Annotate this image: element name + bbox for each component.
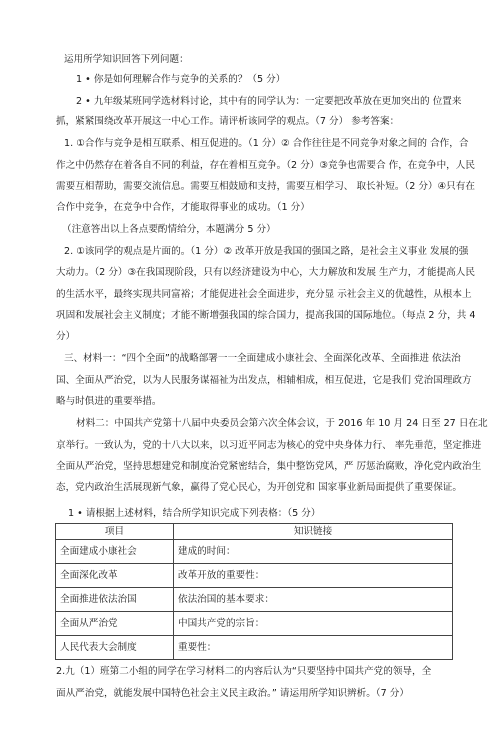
material-1-cont-b: 略与时俱进的重要举措。 — [56, 396, 162, 407]
material-1-cont-a: 国、全面从严治党，以为人民服务谋福祉为出发点，相辅相成，相互促进，它是我们 党治国理政方 — [56, 375, 472, 386]
table-header: 项目 — [56, 524, 174, 540]
knowledge-table — [55, 523, 453, 660]
table-row — [56, 612, 453, 636]
table-cell-link: 重要性： — [174, 636, 453, 660]
intro-line: 运用所学知识回答下列问题： — [64, 54, 189, 65]
table-cell-link: 中国共产党的宗旨： — [174, 612, 453, 636]
answer-2-cont-b: 的生活水平，最终实现共同富裕；才能促进社会全面进步，充分显 示社会主义的优越性，从根本上 — [56, 289, 472, 300]
question-3-cont: 面从严治党，就能发展中国特色社会主义民主政治。” 请运用所学知识辨析。（7 分） — [56, 688, 409, 699]
table-row — [56, 636, 453, 660]
table-cell-item: 全面从严治党 — [56, 612, 174, 636]
table-cell-link: 依法治国的基本要求： — [174, 588, 453, 612]
scoring-note: （注意答出以上各点要酌情给分，本题满分 5 分） — [62, 224, 276, 235]
table-cell-link: 改革开放的重要性： — [174, 564, 453, 588]
answer-1: 1. ①合作与竞争是相互联系、相互促进的。（1 分）② 合作往往是不同竞争对象之间的 合作，合 — [64, 138, 469, 149]
table-row — [56, 588, 453, 612]
material-2-cont-a: 京举行。一致认为，党的十八大以来，以习近平同志为核心的党中央身体力行、 率先垂范，坚定推进 — [56, 440, 482, 451]
answer-2: 2. ①该同学的观点是片面的。（1 分）② 改革开放是我国的强国之路，是社会主义事业 发展的强 — [64, 246, 469, 257]
table-cell-item: 人民代表大会制度 — [56, 636, 174, 660]
table-header-row — [56, 524, 453, 540]
table-row — [56, 564, 453, 588]
answer-2-cont-d: 分） — [56, 331, 76, 342]
question-2: 2 • 九年级某班同学选材料讨论，其中有的同学认为：一定要把改革放在更加突出的 位置来 — [76, 96, 462, 107]
table-cell-item: 全面深化改革 — [56, 564, 174, 588]
table-row — [56, 540, 453, 564]
table-cell-item: 全面推进依法治国 — [56, 588, 174, 612]
table-cell-link: 建成的时间： — [174, 540, 453, 564]
answer-1-cont-a: 作之中仍然存在着各自不同的利益，存在着相互竞争。（2 分）③竞争也需要合 作，在竞争中，人民 — [56, 160, 475, 171]
material-2-cont-b: 全面从严治党，坚持思想建党和制度治党紧密结合，集中整饬党风，严 厉惩治腐败，净化党内政治生 — [56, 461, 482, 472]
material-2: 材料二：中国共产党第十八届中央委员会第六次全体会议，于 2016 年 10 月 24 日至 27 日在北 — [76, 418, 488, 429]
question-2-cont: 抓，紧紧围绕改革开展这一中心工作。请评析该同学的观点。（7 分） 参考答案： — [56, 116, 400, 127]
table-cell-item: 全面建成小康社会 — [56, 540, 174, 564]
question-3: 2.九（1）班第二小组的同学在学习材料二的内容后认为“只要坚持中国共产党的领导，全 — [56, 666, 432, 677]
table-instruction: 1 • 请根据上述材料，结合所学知识完成下列表格：（5 分） — [68, 508, 321, 519]
question-1: 1 • 你是如何理解合作与竞争的关系的？（5 分） — [76, 74, 286, 85]
answer-1-cont-b: 需要互相帮助，需要交流信息。需要互相鼓励和支持，需要互相学习、 取长补短。（2 分）④只有在 — [56, 181, 475, 192]
answer-2-cont-a: 大动力。（2 分）③在我国现阶段，只有以经济建设为中心，大力解放和发展 生产力，才能提高人民 — [56, 267, 475, 278]
answer-2-cont-c: 巩固和发展社会主义制度；才能不断增强我国的综合国力，提高我国的国际地位。（每点 2 分，共 4 — [56, 310, 476, 321]
table-header: 知识链接 — [174, 524, 453, 540]
material-1: 三、材料一：“四个全面”的战略部署一一全面建成小康社会、全面深化改革、全面推进 依法治 — [64, 353, 461, 364]
answer-1-cont-c: 合作中竞争，在竞争中合作，才能取得事业的成功。（1 分） — [56, 202, 310, 213]
material-2-cont-c: 态，党内政治生活展现新气象，赢得了党心民心，为开创党和 国家事业新局面提供了重要保证。 — [56, 482, 462, 493]
